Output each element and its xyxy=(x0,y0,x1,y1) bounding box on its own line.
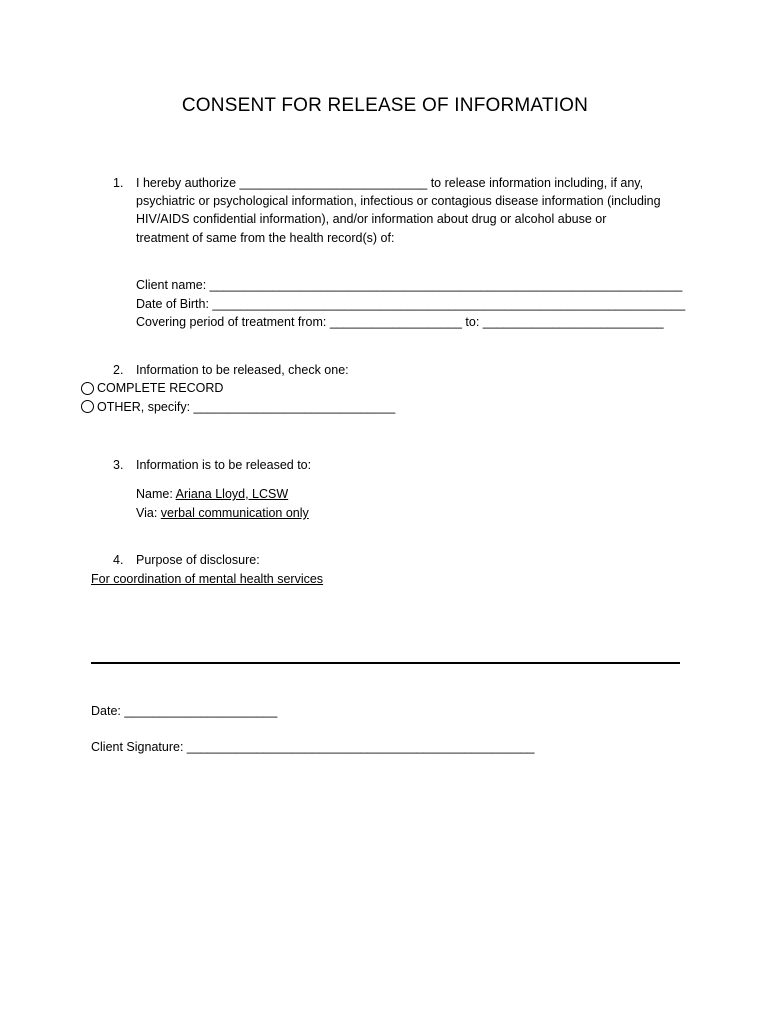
other-radio[interactable] xyxy=(81,400,94,413)
section-3-number: 3. xyxy=(113,458,124,472)
client-name-field[interactable]: Client name: ____________________________________________________________________ xyxy=(136,278,683,292)
name-value: Ariana Lloyd, LCSW xyxy=(175,487,289,501)
via-label: Via: xyxy=(136,506,161,520)
section-2-number: 2. xyxy=(113,363,124,377)
section-1-line-1: I hereby authorize ___________________________ to release information including, if any, xyxy=(136,176,644,190)
complete-record-radio[interactable] xyxy=(81,382,94,395)
release-to-name xyxy=(136,485,288,503)
release-via xyxy=(136,504,309,522)
other-specify-field[interactable]: OTHER, specify: _____________________________ xyxy=(97,400,396,414)
client-signature-field[interactable]: Client Signature: __________________________________________________ xyxy=(91,740,535,754)
date-field[interactable]: Date: ______________________ xyxy=(91,704,278,718)
complete-record-label: COMPLETE RECORD xyxy=(97,381,224,395)
section-2-label: Information to be released, check one: xyxy=(136,363,349,377)
purpose-value: For coordination of mental health services xyxy=(91,572,324,586)
section-3-label: Information is to be released to: xyxy=(136,458,312,472)
section-1-line-2: psychiatric or psychological information, infectious or contagious disease information (including xyxy=(136,194,661,208)
section-4-label: Purpose of disclosure: xyxy=(136,553,260,567)
section-4-number: 4. xyxy=(113,553,124,567)
document-title: CONSENT FOR RELEASE OF INFORMATION xyxy=(181,95,589,116)
section-1-line-3: HIV/AIDS confidential information), and/or information about drug or alcohol abuse or xyxy=(136,212,607,226)
section-1-line-4: treatment of same from the health record(s) of: xyxy=(136,231,395,245)
divider-line xyxy=(91,662,680,664)
covering-period-field[interactable]: Covering period of treatment from: ___________________ to: __________________________ xyxy=(136,315,664,329)
date-of-birth-field[interactable]: Date of Birth: ____________________________________________________________________ xyxy=(136,297,686,311)
section-1-number: 1. xyxy=(113,176,124,190)
name-label: Name: xyxy=(136,487,176,501)
via-value: verbal communication only xyxy=(160,506,309,520)
